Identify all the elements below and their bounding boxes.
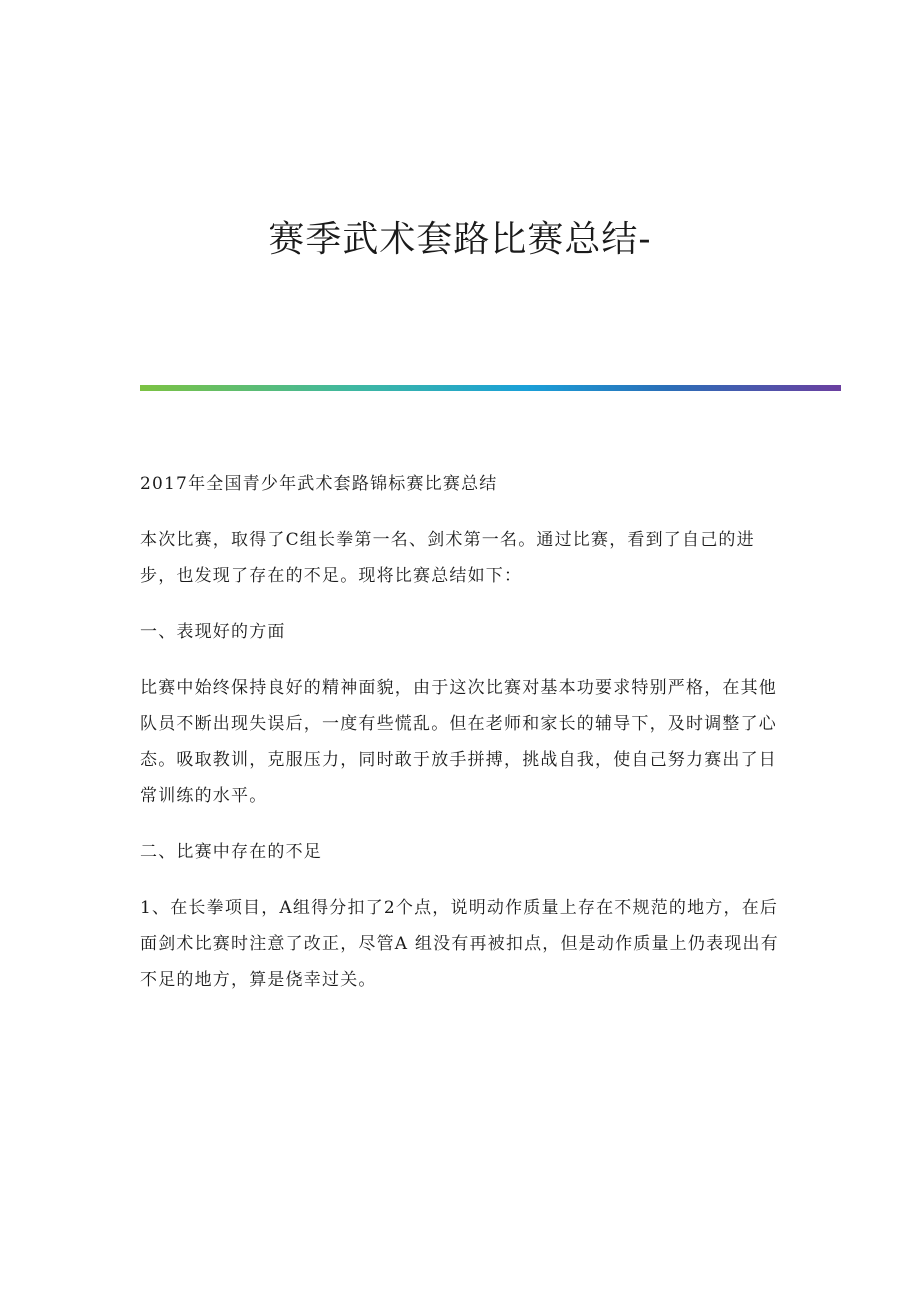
paragraph-weaknesses: 1、在长拳项目，A组得分扣了2个点，说明动作质量上存在不规范的地方，在后面剑术比赛时注意了改正，尽管A 组没有再被扣点，但是动作质量上仍表现出有不足的地方，算是侥幸过关。	[140, 898, 779, 990]
paragraph-intro: 本次比赛，取得了C组长拳第一名、剑术第一名。通过比赛，看到了自己的进步，也发现了存在的不足。现将比赛总结如下：	[140, 530, 755, 586]
document-subtitle: 2017年全国青少年武术套路锦标赛比赛总结	[140, 474, 498, 494]
document-body	[140, 466, 780, 1018]
section-heading-strengths: 一、表现好的方面	[140, 622, 286, 642]
paragraph-strengths: 比赛中始终保持良好的精神面貌，由于这次比赛对基本功要求特别严格，在其他队员不断出现失误后，一度有些慌乱。但在老师和家长的辅导下，及时调整了心态。吸取教训，克服压力，同时敢于放手拼搏，挑战自我，使自己努力赛出了日常训练的水平。	[140, 678, 777, 806]
page-title: 赛季武术套路比赛总结-	[268, 219, 652, 260]
section-heading-weaknesses: 二、比赛中存在的不足	[140, 842, 322, 862]
gradient-divider	[140, 385, 841, 391]
